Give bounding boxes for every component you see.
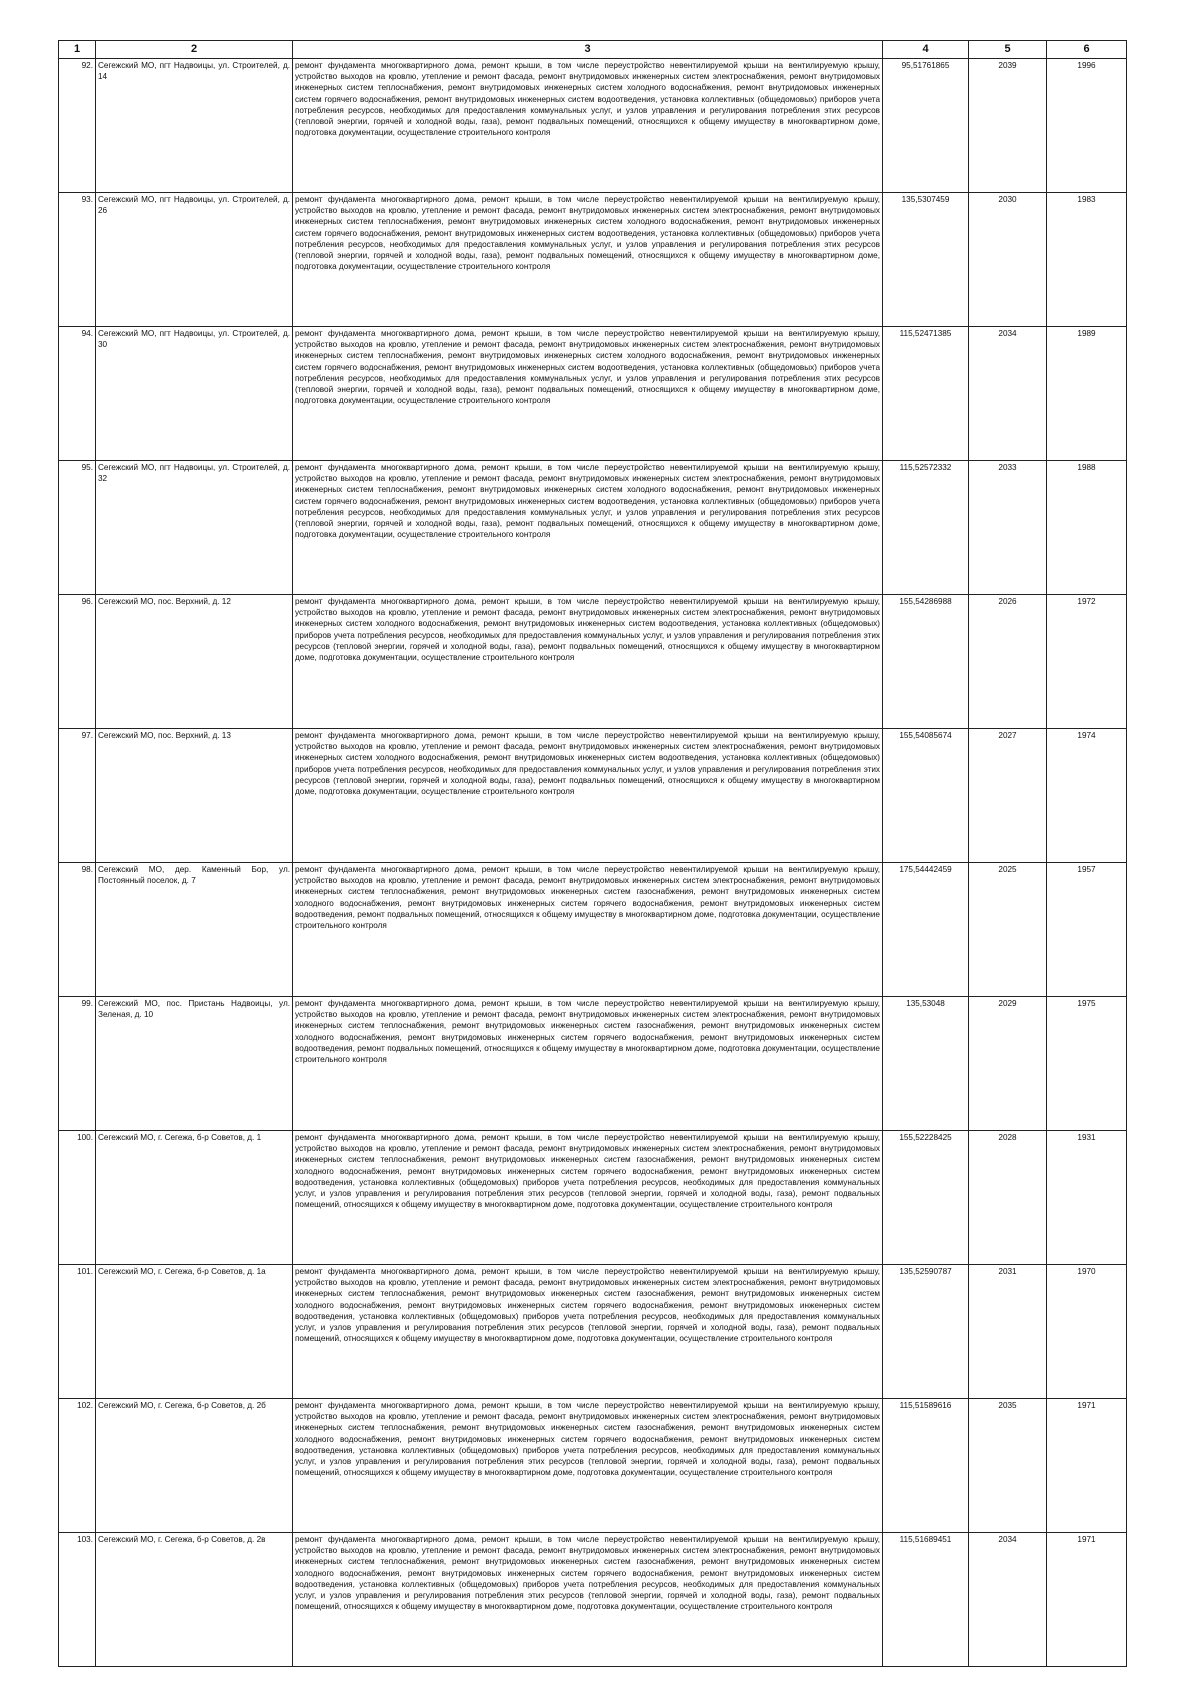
header-cell: 3 [293,41,883,59]
address-cell: Сегежский МО, пгт Надвоицы, ул. Строителей, д. 32 [96,461,293,595]
address-cell: Сегежский МО, пос. Верхний, д. 12 [96,595,293,729]
header-cell: 5 [969,41,1047,59]
build-year-cell: 1975 [1047,997,1127,1131]
build-year-cell: 1931 [1047,1131,1127,1265]
address-cell: Сегежский МО, пгт Надвоицы, ул. Строителей, д. 14 [96,59,293,193]
works-list-cell: ремонт фундамента многоквартирного дома, ремонт крыши, в том числе переустройство невентилируемой крыши на вентилируемую крышу, устройство выходов на кровлю, утепление и ремонт фасада, ремонт внутридомовых инженерных систем электроснабжения, ремонт внутридомовых инженерных систем теплоснабжения, ремонт внутридомовых инженерных систем холодного водоснабжения, ремонт внутридомовых инженерных систем горячего водоснабжения, ремонт внутридомовых инженерных систем водоотведения, установка коллективных (общедомовых) приборов учета потребления ресурсов, необходимых для предоставления коммунальных услуг, и узлов управления и регулирования потребления этих ресурсов (тепловой энергии, горячей и холодной воды, газа), ремонт подвальных помещений, относящихся к общему имуществу в многоквартирном доме, подготовка документации, осуществление строительного контроля [293,461,883,595]
row-number-cell: 100. [59,1131,96,1265]
address-cell: Сегежский МО, пос. Верхний, д. 13 [96,729,293,863]
index-value-cell: 115,52572332 [883,461,969,595]
build-year-cell: 1974 [1047,729,1127,863]
index-value-cell: 115,51689451 [883,1533,969,1667]
build-year-cell: 1989 [1047,327,1127,461]
header-cell: 2 [96,41,293,59]
build-year-cell: 1971 [1047,1533,1127,1667]
table-row [59,729,1127,863]
header-cell: 6 [1047,41,1127,59]
table-row [59,327,1127,461]
address-cell: Сегежский МО, пос. Пристань Надвоицы, ул. Зеленая, д. 10 [96,997,293,1131]
row-number-cell: 97. [59,729,96,863]
address-cell: Сегежский МО, пгт Надвоицы, ул. Строителей, д. 26 [96,193,293,327]
address-cell: Сегежский МО, г. Сегежа, б-р Советов, д. 2в [96,1533,293,1667]
build-year-cell: 1971 [1047,1399,1127,1533]
table-row [59,863,1127,997]
table-row [59,1131,1127,1265]
works-list-cell: ремонт фундамента многоквартирного дома, ремонт крыши, в том числе переустройство невентилируемой крыши на вентилируемую крышу, устройство выходов на кровлю, утепление и ремонт фасада, ремонт внутридомовых инженерных систем электроснабжения, ремонт внутридомовых инженерных систем теплоснабжения, ремонт внутридомовых инженерных систем газоснабжения, ремонт внутридомовых инженерных систем холодного водоснабжения, ремонт внутридомовых инженерных систем горячего водоснабжения, ремонт внутридомовых инженерных систем водоотведения, ремонт подвальных помещений, относящихся к общему имуществу в многоквартирном доме, подготовка документации, осуществление строительного контроля [293,997,883,1131]
planned-year-cell: 2039 [969,59,1047,193]
works-list-cell: ремонт фундамента многоквартирного дома, ремонт крыши, в том числе переустройство невентилируемой крыши на вентилируемую крышу, устройство выходов на кровлю, утепление и ремонт фасада, ремонт внутридомовых инженерных систем электроснабжения, ремонт внутридомовых инженерных систем теплоснабжения, ремонт внутридомовых инженерных систем холодного водоснабжения, ремонт внутридомовых инженерных систем горячего водоснабжения, ремонт внутридомовых инженерных систем водоотведения, установка коллективных (общедомовых) приборов учета потребления ресурсов, необходимых для предоставления коммунальных услуг, и узлов управления и регулирования потребления этих ресурсов (тепловой энергии, горячей и холодной воды, газа), ремонт подвальных помещений, относящихся к общему имуществу в многоквартирном доме, подготовка документации, осуществление строительного контроля [293,59,883,193]
row-number-cell: 103. [59,1533,96,1667]
works-list-cell: ремонт фундамента многоквартирного дома, ремонт крыши, в том числе переустройство невентилируемой крыши на вентилируемую крышу, устройство выходов на кровлю, утепление и ремонт фасада, ремонт внутридомовых инженерных систем электроснабжения, ремонт внутридомовых инженерных систем теплоснабжения, ремонт внутридомовых инженерных систем холодного водоснабжения, ремонт внутридомовых инженерных систем горячего водоснабжения, ремонт внутридомовых инженерных систем водоотведения, установка коллективных (общедомовых) приборов учета потребления ресурсов, необходимых для предоставления коммунальных услуг, и узлов управления и регулирования потребления этих ресурсов (тепловой энергии, горячей и холодной воды, газа), ремонт подвальных помещений, относящихся к общему имуществу в многоквартирном доме, подготовка документации, осуществление строительного контроля [293,193,883,327]
index-value-cell: 175,54442459 [883,863,969,997]
table-row [59,461,1127,595]
header-cell: 1 [59,41,96,59]
row-number-cell: 93. [59,193,96,327]
index-value-cell: 155,54286988 [883,595,969,729]
table-header-row [59,41,1127,59]
address-cell: Сегежский МО, г. Сегежа, б-р Советов, д. 1а [96,1265,293,1399]
build-year-cell: 1983 [1047,193,1127,327]
row-number-cell: 95. [59,461,96,595]
address-cell: Сегежский МО, г. Сегежа, б-р Советов, д. 2б [96,1399,293,1533]
build-year-cell: 1970 [1047,1265,1127,1399]
index-value-cell: 135,53048 [883,997,969,1131]
build-year-cell: 1957 [1047,863,1127,997]
row-number-cell: 96. [59,595,96,729]
planned-year-cell: 2027 [969,729,1047,863]
planned-year-cell: 2030 [969,193,1047,327]
table-row [59,59,1127,193]
header-cell: 4 [883,41,969,59]
works-list-cell: ремонт фундамента многоквартирного дома, ремонт крыши, в том числе переустройство невентилируемой крыши на вентилируемую крышу, устройство выходов на кровлю, утепление и ремонт фасада, ремонт внутридомовых инженерных систем электроснабжения, ремонт внутридомовых инженерных систем теплоснабжения, ремонт внутридомовых инженерных систем газоснабжения, ремонт внутридомовых инженерных систем холодного водоснабжения, ремонт внутридомовых инженерных систем горячего водоснабжения, ремонт внутридомовых инженерных систем водоотведения, установка коллективных (общедомовых) приборов учета потребления ресурсов, необходимых для предоставления коммунальных услуг, и узлов управления и регулирования потребления этих ресурсов (тепловой энергии, горячей и холодной воды, газа), ремонт подвальных помещений, относящихся к общему имуществу в многоквартирном доме, подготовка документации, осуществление строительного контроля [293,1533,883,1667]
row-number-cell: 102. [59,1399,96,1533]
planned-year-cell: 2033 [969,461,1047,595]
table-row [59,193,1127,327]
index-value-cell: 135,5307459 [883,193,969,327]
row-number-cell: 94. [59,327,96,461]
works-list-cell: ремонт фундамента многоквартирного дома, ремонт крыши, в том числе переустройство невентилируемой крыши на вентилируемую крышу, устройство выходов на кровлю, утепление и ремонт фасада, ремонт внутридомовых инженерных систем электроснабжения, ремонт внутридомовых инженерных систем теплоснабжения, ремонт внутридомовых инженерных систем газоснабжения, ремонт внутридомовых инженерных систем холодного водоснабжения, ремонт внутридомовых инженерных систем горячего водоснабжения, ремонт внутридомовых инженерных систем водоотведения, установка коллективных (общедомовых) приборов учета потребления ресурсов, необходимых для предоставления коммунальных услуг, и узлов управления и регулирования потребления этих ресурсов (тепловой энергии, горячей и холодной воды, газа), ремонт подвальных помещений, относящихся к общему имуществу в многоквартирном доме, подготовка документации, осуществление строительного контроля [293,1265,883,1399]
row-number-cell: 98. [59,863,96,997]
works-list-cell: ремонт фундамента многоквартирного дома, ремонт крыши, в том числе переустройство невентилируемой крыши на вентилируемую крышу, устройство выходов на кровлю, утепление и ремонт фасада, ремонт внутридомовых инженерных систем электроснабжения, ремонт внутридомовых инженерных систем холодного водоснабжения, ремонт внутридомовых инженерных систем водоотведения, установка коллективных (общедомовых) приборов учета потребления ресурсов, необходимых для предоставления коммунальных услуг, и узлов управления и регулирования потребления этих ресурсов (тепловой энергии, горячей и холодной воды, газа), ремонт подвальных помещений, относящихся к общему имуществу в многоквартирном доме, подготовка документации, осуществление строительного контроля [293,729,883,863]
works-list-cell: ремонт фундамента многоквартирного дома, ремонт крыши, в том числе переустройство невентилируемой крыши на вентилируемую крышу, устройство выходов на кровлю, утепление и ремонт фасада, ремонт внутридомовых инженерных систем электроснабжения, ремонт внутридомовых инженерных систем теплоснабжения, ремонт внутридомовых инженерных систем газоснабжения, ремонт внутридомовых инженерных систем холодного водоснабжения, ремонт внутридомовых инженерных систем горячего водоснабжения, ремонт внутридомовых инженерных систем водоотведения, установка коллективных (общедомовых) приборов учета потребления ресурсов, необходимых для предоставления коммунальных услуг, и узлов управления и регулирования потребления этих ресурсов (тепловой энергии, горячей и холодной воды, газа), ремонт подвальных помещений, относящихся к общему имуществу в многоквартирном доме, подготовка документации, осуществление строительного контроля [293,1399,883,1533]
row-number-cell: 99. [59,997,96,1131]
address-cell: Сегежский МО, дер. Каменный Бор, ул. Постоянный поселок, д. 7 [96,863,293,997]
index-value-cell: 115,52471385 [883,327,969,461]
index-value-cell: 135,52590787 [883,1265,969,1399]
row-number-cell: 92. [59,59,96,193]
address-cell: Сегежский МО, г. Сегежа, б-р Советов, д. 1 [96,1131,293,1265]
table-row [59,1533,1127,1667]
index-value-cell: 155,52228425 [883,1131,969,1265]
build-year-cell: 1988 [1047,461,1127,595]
table-row [59,1265,1127,1399]
index-value-cell: 155,54085674 [883,729,969,863]
works-list-cell: ремонт фундамента многоквартирного дома, ремонт крыши, в том числе переустройство невентилируемой крыши на вентилируемую крышу, устройство выходов на кровлю, утепление и ремонт фасада, ремонт внутридомовых инженерных систем электроснабжения, ремонт внутридомовых инженерных систем холодного водоснабжения, ремонт внутридомовых инженерных систем водоотведения, установка коллективных (общедомовых) приборов учета потребления ресурсов, необходимых для предоставления коммунальных услуг, и узлов управления и регулирования потребления этих ресурсов (тепловой энергии, горячей и холодной воды, газа), ремонт подвальных помещений, относящихся к общему имуществу в многоквартирном доме, подготовка документации, осуществление строительного контроля [293,595,883,729]
build-year-cell: 1972 [1047,595,1127,729]
works-list-cell: ремонт фундамента многоквартирного дома, ремонт крыши, в том числе переустройство невентилируемой крыши на вентилируемую крышу, устройство выходов на кровлю, утепление и ремонт фасада, ремонт внутридомовых инженерных систем электроснабжения, ремонт внутридомовых инженерных систем теплоснабжения, ремонт внутридомовых инженерных систем холодного водоснабжения, ремонт внутридомовых инженерных систем горячего водоснабжения, ремонт внутридомовых инженерных систем водоотведения, установка коллективных (общедомовых) приборов учета потребления ресурсов, необходимых для предоставления коммунальных услуг, и узлов управления и регулирования потребления этих ресурсов (тепловой энергии, горячей и холодной воды, газа), ремонт подвальных помещений, относящихся к общему имуществу в многоквартирном доме, подготовка документации, осуществление строительного контроля [293,327,883,461]
planned-year-cell: 2034 [969,327,1047,461]
works-list-cell: ремонт фундамента многоквартирного дома, ремонт крыши, в том числе переустройство невентилируемой крыши на вентилируемую крышу, устройство выходов на кровлю, утепление и ремонт фасада, ремонт внутридомовых инженерных систем электроснабжения, ремонт внутридомовых инженерных систем теплоснабжения, ремонт внутридомовых инженерных систем газоснабжения, ремонт внутридомовых инженерных систем холодного водоснабжения, ремонт внутридомовых инженерных систем горячего водоснабжения, ремонт внутридомовых инженерных систем водоотведения, установка коллективных (общедомовых) приборов учета потребления ресурсов, необходимых для предоставления коммунальных услуг, и узлов управления и регулирования потребления этих ресурсов (тепловой энергии, горячей и холодной воды, газа), ремонт подвальных помещений, относящихся к общему имуществу в многоквартирном доме, подготовка документации, осуществление строительного контроля [293,1131,883,1265]
planned-year-cell: 2034 [969,1533,1047,1667]
planned-year-cell: 2031 [969,1265,1047,1399]
planned-year-cell: 2035 [969,1399,1047,1533]
table-row [59,1399,1127,1533]
register-page [58,40,1126,1667]
works-list-cell: ремонт фундамента многоквартирного дома, ремонт крыши, в том числе переустройство невентилируемой крыши на вентилируемую крышу, устройство выходов на кровлю, утепление и ремонт фасада, ремонт внутридомовых инженерных систем электроснабжения, ремонт внутридомовых инженерных систем теплоснабжения, ремонт внутридомовых инженерных систем газоснабжения, ремонт внутридомовых инженерных систем холодного водоснабжения, ремонт внутридомовых инженерных систем горячего водоснабжения, ремонт внутридомовых инженерных систем водоотведения, ремонт подвальных помещений, относящихся к общему имуществу в многоквартирном доме, подготовка документации, осуществление строительного контроля [293,863,883,997]
table-body [59,59,1127,1667]
index-value-cell: 115,51589616 [883,1399,969,1533]
repair-schedule-table [58,40,1127,1667]
row-number-cell: 101. [59,1265,96,1399]
build-year-cell: 1996 [1047,59,1127,193]
planned-year-cell: 2025 [969,863,1047,997]
table-row [59,595,1127,729]
planned-year-cell: 2028 [969,1131,1047,1265]
index-value-cell: 95,51761865 [883,59,969,193]
address-cell: Сегежский МО, пгт Надвоицы, ул. Строителей, д. 30 [96,327,293,461]
planned-year-cell: 2026 [969,595,1047,729]
planned-year-cell: 2029 [969,997,1047,1131]
table-row [59,997,1127,1131]
